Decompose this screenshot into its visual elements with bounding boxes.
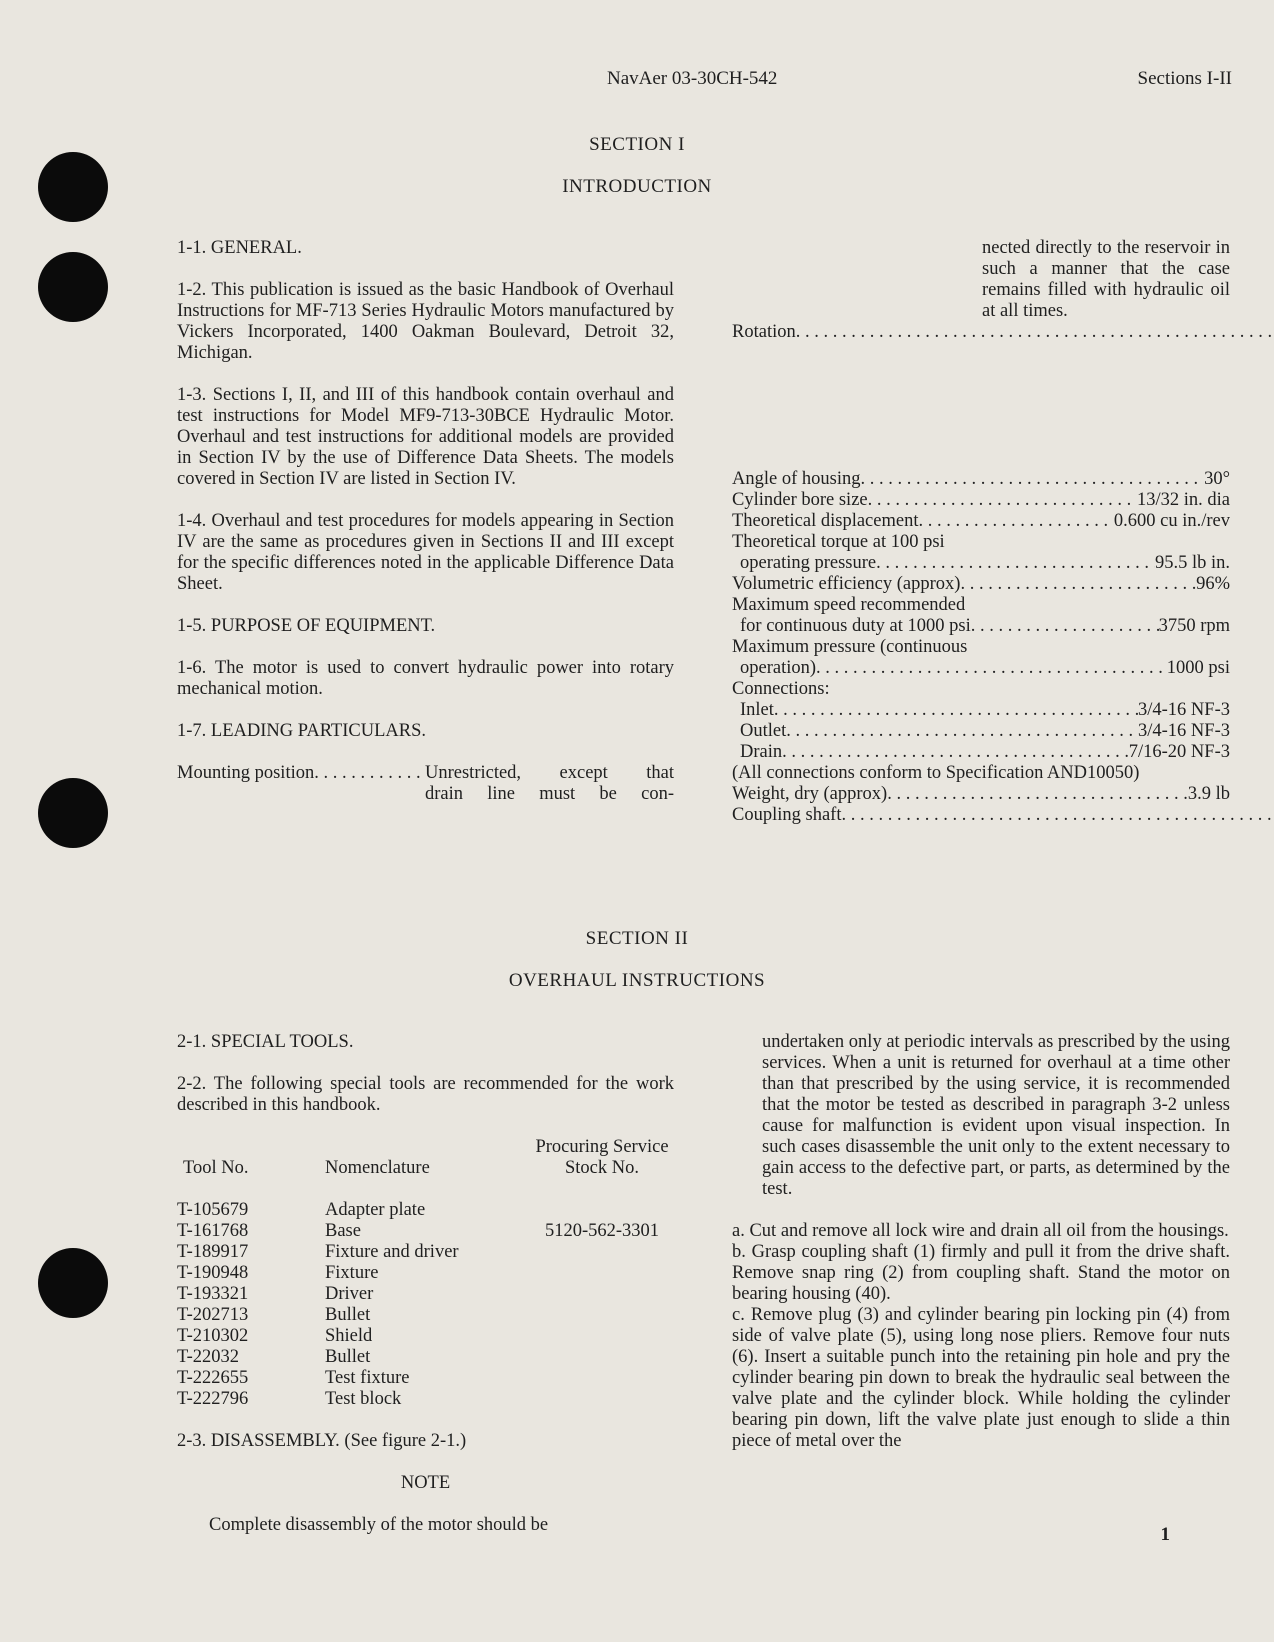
col-stock-no-line2: Stock No.	[565, 1158, 639, 1178]
para-1-3: 1-3. Sections I, II, and III of this handbook contain overhaul and test instructions for Model MF9-713-30BCE Hydraulic Motor. Overhaul and test instructions for additional models are provided in Section IV by the use of Difference Data Sheets. The models covered in Section IV are listed in Section IV.	[177, 385, 674, 489]
tool-tool-no: T-202713	[177, 1305, 249, 1325]
speed-row	[732, 616, 1230, 637]
tool-tool-no: T-222796	[177, 1389, 249, 1409]
tool-stock-no	[530, 1200, 674, 1221]
displacement-row	[732, 511, 1230, 532]
mounting-position-row	[177, 763, 674, 784]
torque-row	[732, 553, 1230, 574]
table-row	[177, 1200, 674, 1221]
tool-tool-no: T-210302	[177, 1326, 249, 1346]
pressure-row	[732, 658, 1230, 679]
tool-tool-no: T-105679	[177, 1200, 249, 1220]
para-2-3: 2-3. DISASSEMBLY. (See figure 2-1.)	[177, 1431, 467, 1451]
para-1-5: 1-5. PURPOSE OF EQUIPMENT.	[177, 616, 436, 636]
bore-row	[732, 490, 1230, 511]
col-stock-no-line1: Procuring Service	[535, 1137, 669, 1157]
table-row	[177, 1221, 674, 1242]
note-text-2: undertaken only at periodic intervals as prescribed by the using services. When a unit is returned for overhaul at a time other than that prescribed by the using service, it is recommended that the motor be tested as described in paragraph 3-2 unless cause for malfunction is evident upon visual inspection. In such cases disassemble the unit only to the extent necessary to gain access to the defective part, or parts, as determined by the test.	[762, 1032, 1231, 1199]
step-a: a. Cut and remove all lock wire and drain all oil from the housings.	[732, 1221, 1229, 1241]
tools-body	[177, 1200, 674, 1410]
table-row	[177, 1389, 674, 1410]
binder-hole	[38, 778, 108, 848]
angle-value: 30°	[1204, 469, 1230, 489]
tool-stock-no	[530, 1347, 674, 1368]
section2-left-column	[177, 1032, 674, 1536]
tool-stock-no	[530, 1242, 674, 1263]
table-row	[177, 1263, 674, 1284]
drain-row	[732, 742, 1230, 763]
torque-value: 95.5 lb in.	[1154, 553, 1230, 573]
table-row	[177, 1347, 674, 1368]
para-2-2: 2-2. The following special tools are recommended for the work described in this handbook.	[177, 1074, 674, 1115]
tool-stock-no	[530, 1284, 674, 1305]
tool-nomenclature: Shield	[325, 1326, 373, 1346]
tool-stock-no	[530, 1263, 674, 1284]
para-2-1: 2-1. SPECIAL TOOLS.	[177, 1032, 354, 1052]
pressure-value: 1000 psi	[1166, 658, 1230, 678]
para-1-2: 1-2. This publication is issued as the basic Handbook of Overhaul Instructions for MF-713 Series Hydraulic Motors manufactured by Vickers Incorporated, 1400 Oakman Boulevard, Detroit 32, Michigan.	[177, 280, 674, 363]
volumetric-label: Volumetric efficiency (approx)	[732, 574, 961, 594]
tool-stock-no	[530, 1326, 674, 1347]
table-row	[177, 1242, 674, 1263]
tool-stock-no	[530, 1389, 674, 1410]
tool-nomenclature: Bullet	[325, 1347, 371, 1367]
section2-subtitle: OVERHAUL INSTRUCTIONS	[508, 970, 766, 991]
doc-number: NavAer 03-30CH-542	[607, 68, 778, 89]
tool-nomenclature: Test fixture	[325, 1368, 410, 1388]
page-number: 1	[1160, 1524, 1170, 1545]
weight-value: 3.9 lb	[1187, 784, 1230, 804]
tool-stock-no	[530, 1305, 674, 1326]
angle-label: Angle of housing	[732, 469, 861, 489]
tool-nomenclature: Driver	[325, 1284, 374, 1304]
tool-nomenclature: Fixture	[325, 1263, 379, 1283]
pressure-label-1: Maximum pressure (continuous	[732, 637, 968, 657]
tool-tool-no: T-190948	[177, 1263, 249, 1283]
tool-nomenclature: Adapter plate	[325, 1200, 426, 1220]
weight-row	[732, 784, 1230, 805]
header-sections: Sections I-II	[1137, 68, 1232, 89]
volumetric-value: 96%	[1196, 574, 1230, 594]
bore-label: Cylinder bore size	[732, 490, 868, 510]
binder-hole	[38, 252, 108, 322]
binder-hole	[38, 1248, 108, 1318]
speed-value: 3750 rpm	[1158, 616, 1230, 636]
para-1-6: 1-6. The motor is used to convert hydraulic power into rotary mechanical motion.	[177, 658, 674, 699]
drain-label: Drain	[740, 742, 783, 762]
torque-label-2: operating pressure	[740, 553, 877, 573]
section1-title: SECTION I	[589, 134, 685, 155]
bore-value: 13/32 in. dia	[1136, 490, 1230, 510]
special-tools-table	[177, 1137, 674, 1410]
conform-note: (All connections conform to Specification AND10050)	[732, 763, 1140, 783]
tool-stock-no: 5120-562-3301	[544, 1221, 660, 1241]
mounting-value-cont: nected directly to the reservoir in such a manner that the case remains filled with hydraulic oil at all times.	[982, 238, 1230, 321]
weight-label: Weight, dry (approx)	[732, 784, 888, 804]
displacement-value: 0.600 cu in./rev	[1113, 511, 1230, 531]
volumetric-row	[732, 574, 1230, 595]
section1-subtitle: INTRODUCTION	[562, 176, 712, 197]
tool-nomenclature: Bullet	[325, 1305, 371, 1325]
note-text-1: Complete disassembly of the motor should be	[209, 1515, 549, 1535]
outlet-value: 3/4-16 NF-3	[1138, 721, 1230, 741]
tool-stock-no	[530, 1368, 674, 1389]
tool-nomenclature: Test block	[325, 1389, 402, 1409]
section2-right-column	[732, 1032, 1230, 1452]
speed-label-2: for continuous duty at 1000 psi	[740, 616, 971, 636]
pressure-label-2: operation)	[740, 658, 817, 678]
outlet-row	[732, 721, 1230, 742]
col-tool-no: Tool No.	[183, 1158, 249, 1178]
inlet-value: 3/4-16 NF-3	[1138, 700, 1230, 720]
tool-tool-no: T-161768	[177, 1221, 249, 1241]
leading-particulars	[732, 238, 1230, 1162]
table-row	[177, 1326, 674, 1347]
outlet-label: Outlet	[740, 721, 787, 741]
step-c: c. Remove plug (3) and cylinder bearing pin locking pin (4) from side of valve plate (5), using long nose pliers. Remove four nuts (6). Insert a suitable punch into the retaining pin hole and pry the cylinder bearing pin down to break the hydraulic seal between the valve plate and the cylinder block. While holding the cylinder bearing pin down, lift the valve plate just enough to slide a thin piece of metal over the	[732, 1305, 1230, 1451]
table-row	[177, 1284, 674, 1305]
tool-tool-no: T-22032	[177, 1347, 240, 1367]
col-stock-no	[530, 1137, 674, 1179]
angle-row	[732, 469, 1230, 490]
tool-tool-no: T-193321	[177, 1284, 249, 1304]
tool-tool-no: T-222655	[177, 1368, 249, 1388]
coupling-label: Coupling shaft	[732, 805, 842, 825]
rotation-row	[732, 322, 1230, 469]
tool-nomenclature: Base	[325, 1221, 361, 1241]
inlet-row	[732, 700, 1230, 721]
section2-title: SECTION II	[585, 928, 689, 949]
section1-left-column	[177, 238, 674, 805]
rotation-label: Rotation	[732, 322, 796, 342]
mounting-label: Mounting position	[177, 763, 315, 783]
torque-label-1: Theoretical torque at 100 psi	[732, 532, 945, 552]
table-row	[177, 1305, 674, 1326]
table-row	[177, 1368, 674, 1389]
mounting-value-1: Unrestricted, except that	[425, 763, 674, 783]
para-1-7: 1-7. LEADING PARTICULARS.	[177, 721, 426, 741]
para-1-1: 1-1. GENERAL.	[177, 238, 302, 258]
connections-label: Connections:	[732, 679, 830, 699]
tool-tool-no: T-189917	[177, 1242, 249, 1262]
inlet-label: Inlet	[740, 700, 774, 720]
note-title: NOTE	[400, 1473, 451, 1493]
para-1-4: 1-4. Overhaul and test procedures for models appearing in Section IV are the same as procedures given in Sections II and III except for the specific differences noted in the applicable Difference Data Sheet.	[177, 511, 674, 594]
tool-nomenclature: Fixture and driver	[325, 1242, 459, 1262]
drain-value: 7/16-20 NF-3	[1128, 742, 1230, 762]
step-b: b. Grasp coupling shaft (1) firmly and pull it from the drive shaft. Remove snap ring (2) from coupling shaft. Stand the motor on bearing housing (40).	[732, 1242, 1230, 1304]
speed-label-1: Maximum speed recommended	[732, 595, 966, 615]
mounting-value-2: drain line must be con-	[425, 784, 674, 804]
col-nomenclature: Nomenclature	[325, 1158, 430, 1178]
displacement-label: Theoretical displacement	[732, 511, 919, 531]
